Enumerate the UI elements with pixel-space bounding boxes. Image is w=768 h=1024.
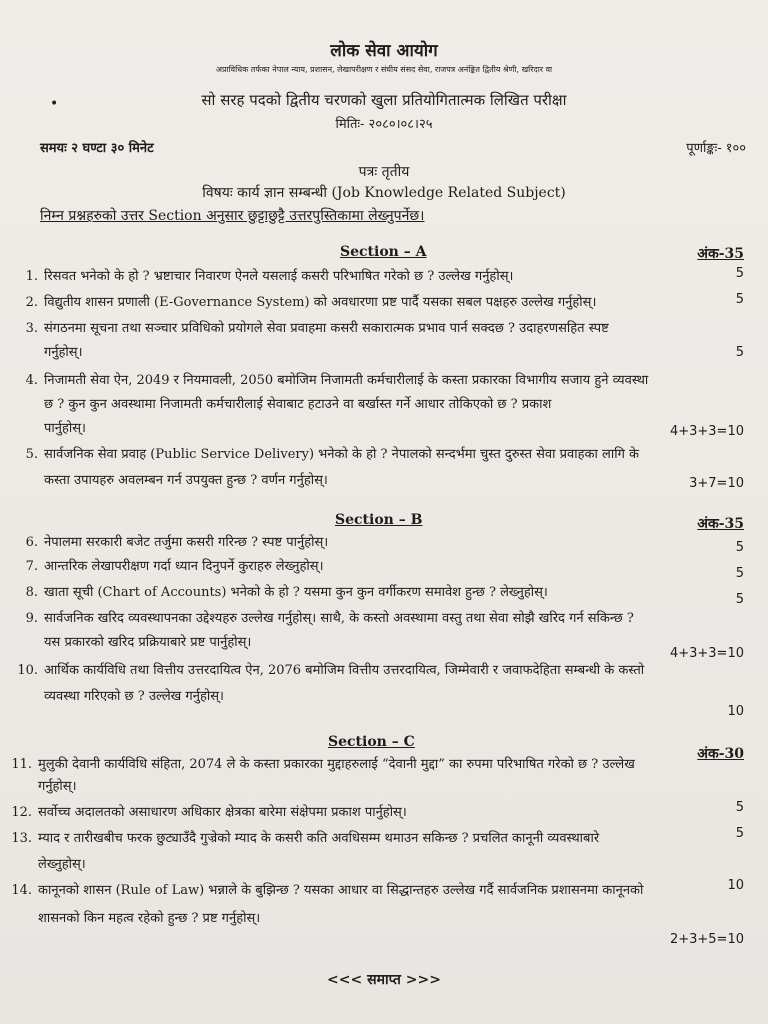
section-c-marks: अंक-30 [697,746,744,762]
question-13: 13. म्याद र तारीखबीच फरक छुट्याउँदै गुज्रेको म्याद के कसरी कति अवधिसम्म थमाउन सकिन्छ ? प्रचलित कानूनी व्यवस्थाबारे [11,831,600,846]
question-1-mark: 5 [735,266,744,281]
bullet-mark: • [50,96,59,112]
full-marks: पूर्णाङ्कः- १०० [686,141,746,156]
question-12: 12. सर्वोच्च अदालतको असाधारण अधिकार क्षेत्रका बारेमा संक्षेपमा प्रकाश पार्नुहोस्। [11,805,407,820]
section-a-marks: अंक-35 [697,246,744,262]
question-5: 5. सार्वजनिक सेवा प्रवाह (Public Service Delivery) भनेको के हो ? नेपालको सन्दर्भमा चुस्त दुरुस्त सेवा प्रवाहका लागि के [25,447,640,462]
question-11-mark: 5 [735,800,744,815]
subject-label: विषयः कार्य ज्ञान सम्बन्धी (Job Knowledge Related Subject) [202,185,566,201]
question-4-cont2: पार्नुहोस्। [44,421,86,436]
question-10-mark: 10 [727,704,744,719]
exam-date: मितिः- २०८०।०८।२५ [335,117,433,132]
question-14: 14. कानूनको शासन (Rule of Law) भन्नाले के बुझिन्छ ? यसका आधार वा सिद्धान्तहरु उल्लेख गर्दै सार्वजनिक प्रशासनमा कानूनको [11,883,644,898]
question-4: 4. निजामती सेवा ऐन, 2049 र नियमावली, 2050 बमोजिम निजामती कर्मचारीलाई के कस्ता प्रकारका विभागीय सजाय हुने व्यवस्था [25,373,649,388]
question-2-mark: 5 [735,292,744,307]
paper-label: पत्रः तृतीय [358,164,410,180]
commission-title: लोक सेवा आयोग [330,41,438,61]
question-3: 3. संगठनमा सूचना तथा सञ्चार प्रविधिको प्रयोगले सेवा प्रवाहमा कसरी सकारात्मक प्रभाव पार्न सक्दछ ? उदाहरणसहित स्पष्ट [25,321,609,336]
question-10: 10. आर्थिक कार्यविधि तथा वित्तीय उत्तरदायित्व ऐन, 2076 बमोजिम वित्तीय उत्तरदायित्व, जिम्मेवारी र जवाफदेहिता सम्बन्धी के कस्तो [17,663,645,678]
question-4-mark: 4+3+3=10 [669,424,744,439]
question-9: 9. सार्वजनिक खरिद व्यवस्थापनका उद्देश्यहरु उल्लेख गर्नुहोस्। साथै, के कस्तो अवस्थामा वस्तु तथा सेवा सोझै खरिद गर्न सकिन्छ ? [25,611,634,626]
question-9-cont: यस प्रकारको खरिद प्रक्रियाबारे प्रष्ट पार्नुहोस्। [44,635,252,650]
question-7: 7. आन्तरिक लेखापरीक्षण गर्दा ध्यान दिनुपर्ने कुराहरु लेख्नुहोस्। [25,559,324,574]
question-2: 2. विद्युतीय शासन प्रणाली (E-Governance System) को अवधारणा प्रष्ट पार्दै यसका सबल पक्षहरु उल्लेख गर्नुहोस्। [25,295,597,310]
question-12-mark: 5 [735,826,744,841]
question-14-cont: शासनको किन महत्व रहेको हुन्छ ? प्रष्ट गर्नुहोस्। [38,911,261,926]
question-7-mark: 5 [735,566,744,581]
end-marker: <<< समाप्त >>> [327,972,441,988]
exam-description-line1: अप्राविधिक तर्फका नेपाल न्याय, प्रशासन, लेखापरीक्षण र संघीय संसद सेवा, राजपत्र अनंङ्कित द्वितीय श्रेणी, खरिदार वा [215,65,553,74]
exam-time: समयः २ घण्टा ३० मिनेट [40,141,154,156]
question-4-cont1: छ ? कुन कुन अवस्थामा निजामती कर्मचारीलाई सेवाबाट हटाउने वा बर्खास्त गर्ने आधार तोकिएको छ ? प्रकाश [44,397,552,412]
section-b-title: Section – B [335,512,423,528]
section-c-title: Section – C [328,734,415,750]
question-10-cont: व्यवस्था गरिएको छ ? उल्लेख गर्नुहोस्। [44,689,224,704]
question-11-cont: गर्नुहोस्। [38,779,77,794]
instruction: निम्न प्रश्नहरुको उत्तर Section अनुसार छुट्टाछुट्टै उत्तरपुस्तिकामा लेख्नुपर्नेछ। [40,208,425,224]
question-11: 11. मुलुकी देवानी कार्यविधि संहिता, 2074 ले के कस्ता प्रकारका मुद्दाहरुलाई “देवानी मुद्दा” का रुपमा परिभाषित गरेको छ ? उल्लेख [11,757,635,772]
question-1: 1. रिसवत भनेको के हो ? भ्रष्टाचार निवारण ऐनले यसलाई कसरी परिभाषित गरेको छ ? उल्लेख गर्नुहोस्। [25,269,514,284]
exam-description-line2: सो सरह पदको द्वितीय चरणको खुला प्रतियोगितात्मक लिखित परीक्षा [201,91,567,109]
question-5-cont: कस्ता उपायहरु अवलम्बन गर्न उपयुक्त हुन्छ ? वर्णन गर्नुहोस्। [44,473,328,488]
question-3-cont: गर्नुहोस्। [44,345,83,360]
question-6-mark: 5 [735,540,744,555]
question-14-mark: 2+3+5=10 [669,932,744,947]
section-b-marks: अंक-35 [697,516,744,532]
question-6: 6. नेपालमा सरकारी बजेट तर्जुमा कसरी गरिन्छ ? स्पष्ट पार्नुहोस्। [25,535,329,550]
question-8: 8. खाता सूची (Chart of Accounts) भनेको के हो ? यसमा कुन कुन वर्गीकरण समावेश हुन्छ ? लेख्नुहोस्। [25,585,548,600]
question-3-mark: 5 [735,345,744,360]
question-5-mark: 3+7=10 [689,476,744,491]
question-13-mark: 10 [727,878,744,893]
question-13-cont: लेख्नुहोस्। [38,857,86,872]
section-a-title: Section – A [340,244,427,260]
question-9-mark: 4+3+3=10 [669,646,744,661]
question-8-mark: 5 [735,592,744,607]
